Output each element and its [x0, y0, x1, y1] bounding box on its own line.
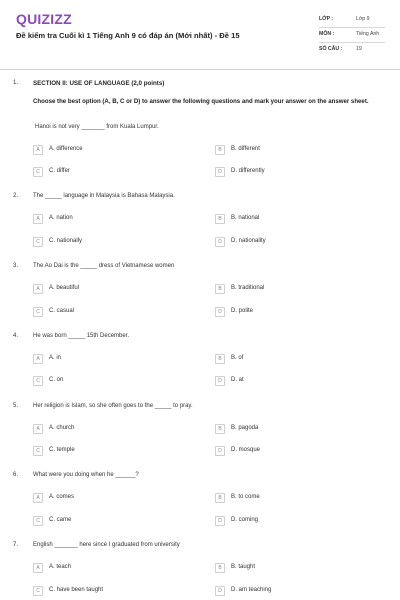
option-letter-box[interactable]: A — [33, 214, 43, 224]
option-letter-box[interactable]: C — [33, 237, 43, 247]
option-letter-box[interactable]: D — [215, 446, 225, 456]
option-letter-box[interactable]: A — [33, 424, 43, 434]
option-letter-box[interactable]: C — [33, 376, 43, 386]
option-text: D. differently — [231, 168, 265, 174]
option-text: B. traditional — [231, 285, 265, 291]
meta-table — [319, 13, 385, 58]
option-letter-box[interactable]: A — [33, 354, 43, 364]
meta-row-count — [319, 43, 385, 58]
option-letter-box[interactable]: C — [33, 446, 43, 456]
question-number: 2. — [13, 193, 19, 199]
option-text: D. mosque — [231, 447, 261, 453]
meta-label: SỐ CÂU : — [319, 46, 343, 52]
option-letter-box[interactable]: B — [215, 493, 225, 503]
meta-row-class — [319, 13, 385, 28]
document-title: Đề kiểm tra Cuối kì 1 Tiếng Anh 9 có đáp án (Mới nhất) - Đề 15 — [16, 31, 240, 40]
question-number: 7. — [13, 542, 19, 548]
option-letter-box[interactable]: B — [215, 563, 225, 573]
question-number: 5. — [13, 403, 19, 409]
option-letter-box[interactable]: B — [215, 424, 225, 434]
question-number: 4. — [13, 333, 19, 339]
option-letter-box[interactable]: A — [33, 563, 43, 573]
option-text: C. casual — [49, 308, 75, 314]
option-letter-box[interactable]: C — [33, 167, 43, 177]
option-text: C. differ — [49, 168, 70, 174]
option-text: B. different — [231, 146, 260, 152]
option-text: C. nationally — [49, 238, 83, 244]
section-instruction: Choose the best option (A, B, C or D) to answer the following questions and mark your answer on the answer sheet. — [33, 98, 369, 105]
option-text: A. beautiful — [49, 285, 80, 291]
option-text: D. am teaching — [231, 587, 272, 593]
option-letter-box[interactable]: D — [215, 307, 225, 317]
option-text: D. nationality — [231, 238, 266, 244]
option-text: C. have been taught — [49, 587, 104, 593]
option-text: A. comes — [49, 494, 75, 500]
option-letter-box[interactable]: D — [215, 516, 225, 526]
option-text: B. national — [231, 215, 260, 221]
option-text: D. polite — [231, 308, 254, 314]
option-letter-box[interactable]: C — [33, 307, 43, 317]
option-letter-box[interactable]: A — [33, 493, 43, 503]
option-text: C. temple — [49, 447, 75, 453]
option-letter-box[interactable]: D — [215, 376, 225, 386]
option-text: A. church — [49, 425, 75, 431]
question-text: Hanoi is not very _______ from Kuala Lumpur. — [35, 124, 159, 130]
question-text: The Ao Dai is the _____ dress of Vietnamese women — [33, 263, 175, 269]
option-letter-box[interactable]: A — [33, 145, 43, 155]
section-number: 1. — [13, 80, 19, 86]
question-number: 6. — [13, 472, 19, 478]
question-text: What were you doing when he ______? — [33, 472, 139, 478]
option-letter-box[interactable]: D — [215, 237, 225, 247]
quizizz-logo: QUIZIZZ — [16, 11, 72, 27]
question-text: Her religion is Islam, so she often goes to the _____ to pray. — [33, 403, 193, 409]
option-letter-box[interactable]: B — [215, 284, 225, 294]
option-text: B. taught — [231, 564, 256, 570]
option-text: B. of — [231, 355, 244, 361]
option-text: A. difference — [49, 146, 83, 152]
option-text: B. to come — [231, 494, 260, 500]
option-letter-box[interactable]: B — [215, 145, 225, 155]
option-text: A. nation — [49, 215, 73, 221]
option-text: A. teach — [49, 564, 72, 570]
question-text: The _____ language in Malaysia is Bahasa Malaysia. — [33, 193, 175, 199]
option-letter-box[interactable]: C — [33, 586, 43, 596]
option-letter-box[interactable]: D — [215, 167, 225, 177]
option-letter-box[interactable]: B — [215, 354, 225, 364]
option-letter-box[interactable]: B — [215, 214, 225, 224]
option-text: C. came — [49, 517, 72, 523]
section-title: SECTION II: USE OF LANGUAGE (2,0 points) — [33, 80, 165, 87]
option-text: B. pagoda — [231, 425, 259, 431]
meta-label: LỚP : — [319, 16, 334, 22]
option-letter-box[interactable]: C — [33, 516, 43, 526]
option-letter-box[interactable]: A — [33, 284, 43, 294]
option-text: D. coming — [231, 517, 259, 523]
question-text: He was born _____ 15th December. — [33, 333, 130, 339]
option-text: C. on — [49, 377, 64, 383]
question-number: 3. — [13, 263, 19, 269]
meta-row-subject — [319, 28, 385, 43]
meta-value: 19 — [356, 46, 362, 52]
header-divider — [0, 69, 400, 70]
meta-value: Tiếng Anh — [356, 31, 380, 37]
option-text: D. at — [231, 377, 244, 383]
option-text: A. in — [49, 355, 62, 361]
meta-label: MÔN : — [319, 31, 335, 37]
question-text: English _______ here since I graduated from university — [33, 542, 180, 548]
meta-value: Lớp 9 — [356, 16, 370, 22]
option-letter-box[interactable]: D — [215, 586, 225, 596]
